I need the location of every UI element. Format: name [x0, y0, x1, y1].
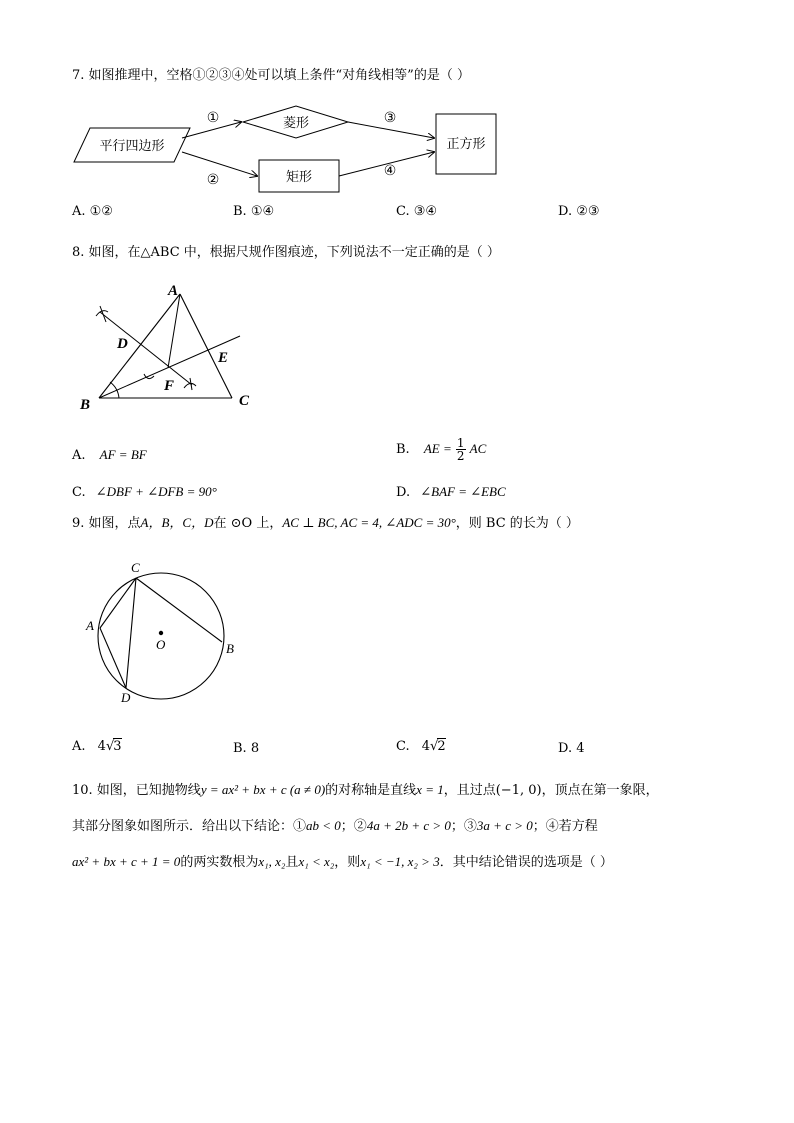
label-o: O: [156, 637, 166, 652]
node-start: 平行四边形: [99, 139, 165, 154]
q9-option-a: [72, 739, 122, 754]
side-ac: [180, 294, 232, 398]
perpendicular-bisector: [100, 312, 192, 385]
conclusion-3: 3a + c > 0: [476, 818, 533, 833]
option-prefix: D.: [396, 485, 411, 500]
q8-option-c: [72, 484, 217, 500]
option-radicand: 2: [437, 739, 446, 754]
stem-math: AC ⊥ BC, AC = 4, ∠ADC = 30°: [282, 515, 456, 530]
marker-1: ①: [206, 110, 220, 126]
label-b: B: [226, 641, 234, 656]
label-e: E: [218, 350, 229, 366]
text-part: 10. 如图，已知抛物线: [72, 783, 201, 798]
stem-points: A，B，C，D: [140, 515, 214, 530]
fraction-numerator: 1: [456, 436, 465, 450]
label-c: C: [239, 393, 250, 409]
option-rhs: AC: [469, 441, 487, 456]
conclusion-1: ab < 0: [306, 818, 341, 833]
text-part: ；②: [340, 819, 367, 834]
option-prefix: C.: [72, 485, 86, 500]
q7-flow-diagram: [70, 100, 510, 200]
q7-option-a: A. ①②: [72, 204, 113, 219]
text-part: ；④若方程: [532, 819, 598, 834]
label-d: D: [117, 336, 128, 352]
q7-option-d: D. ②③: [558, 204, 600, 219]
option-math: ∠BAF = ∠EBC: [420, 484, 506, 499]
chord-cd: [126, 578, 136, 688]
option-lhs: AE =: [423, 441, 452, 456]
sqrt-sign: √: [430, 739, 439, 754]
fraction: [456, 437, 466, 462]
q8-option-d: [396, 484, 506, 500]
root-comparison: x₁ < x₂: [298, 854, 335, 869]
text-part: ，则: [334, 855, 361, 870]
node-end: 正方形: [446, 137, 486, 152]
axis-equation: x = 1: [416, 782, 444, 797]
q8-triangle-figure: [72, 278, 272, 418]
q9-stem: [72, 515, 579, 532]
text-part: ，顶点在第一象限，: [541, 783, 659, 798]
chord-ca: [100, 578, 136, 628]
option-radicand: 3: [113, 739, 122, 754]
q7-stem: 7. 如图推理中，空格①②③④处可以填上条件“对角线相等”的是（ ）: [72, 68, 470, 83]
stem-part: ，则 BC 的长为（ ）: [455, 516, 579, 531]
chord-ad: [100, 628, 126, 688]
label-d: D: [121, 690, 131, 705]
text-part: ，且过点: [443, 783, 496, 798]
marker-4: ④: [383, 163, 397, 179]
sqrt-sign: √: [105, 739, 115, 754]
segment-af: [168, 294, 180, 368]
stem-part: 在 ⊙O 上，: [213, 516, 283, 531]
q10-line-2: [72, 818, 598, 835]
q8-stem: 8. 如图，在△ABC 中，根据尺规作图痕迹，下列说法不一定正确的是（ ）: [72, 245, 500, 260]
q8-option-a: [72, 447, 147, 463]
q7-option-b: B. ①④: [233, 204, 275, 219]
fraction-denominator: 2: [456, 449, 465, 463]
q9-option-c: [396, 739, 446, 754]
option-prefix: A.: [72, 448, 86, 463]
circle-o: [98, 573, 224, 699]
q9-option-d: D. 4: [558, 741, 585, 756]
q10-line-3: [72, 854, 613, 871]
option-math: AF = BF: [99, 447, 147, 462]
label-a: A: [86, 618, 94, 633]
center-dot: [159, 631, 163, 635]
stem-part: 9. 如图，点: [72, 516, 141, 531]
q7-option-c: C. ③④: [396, 204, 438, 219]
label-b: B: [80, 397, 91, 413]
label-a: A: [168, 283, 179, 299]
q8-option-b: [396, 437, 486, 462]
text-part: 的两实数根为: [180, 855, 259, 870]
arrow-2: [182, 152, 257, 176]
point-coord: (−1, 0): [495, 783, 542, 798]
q9-circle-figure: [78, 560, 248, 710]
text-part: 的对称轴是直线: [325, 783, 417, 798]
equation: ax² + bx + c + 1 = 0: [72, 854, 181, 869]
marker-3: ③: [383, 110, 397, 126]
chord-cb: [136, 578, 222, 642]
roots: x₁, x₂: [258, 854, 286, 869]
q9-option-b: B. 8: [233, 741, 260, 756]
option-prefix: B.: [396, 442, 410, 457]
marker-2: ②: [206, 172, 220, 188]
option-math: ∠DBF + ∠DFB = 90°: [95, 484, 217, 499]
parabola-equation: y = ax² + bx + c (a ≠ 0): [200, 782, 326, 797]
text-part: 其部分图象如图所示．给出以下结论：①: [72, 819, 307, 834]
option-prefix: C.: [396, 739, 410, 754]
conclusion-2: 4a + 2b + c > 0: [366, 818, 451, 833]
node-rhombus: 菱形: [282, 116, 310, 131]
option-coef: 4: [97, 739, 106, 754]
option-coef: 4: [421, 739, 431, 754]
label-f: F: [164, 378, 175, 394]
text-part: 且: [285, 855, 299, 870]
q10-line-1: [72, 782, 659, 799]
text-part: ；③: [450, 819, 477, 834]
node-rectangle: 矩形: [285, 170, 313, 185]
label-c: C: [131, 560, 140, 575]
root-result: x₁ < −1, x₂ > 3: [360, 854, 440, 869]
option-prefix: A.: [72, 739, 86, 754]
text-part: ．其中结论错误的选项是（ ）: [439, 855, 613, 870]
